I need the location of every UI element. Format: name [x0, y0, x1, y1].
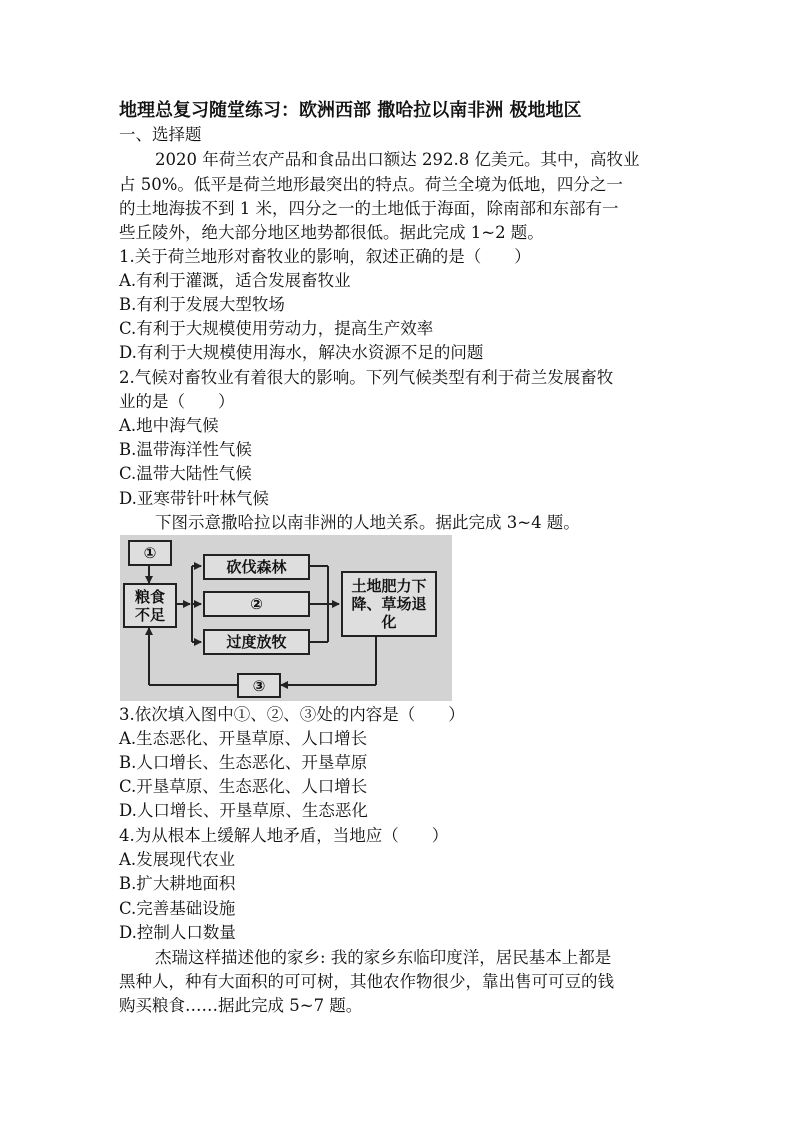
passage3-line: 杰瑞这样描述他的家乡: 我的家乡东临印度洋，居民基本上都是 [155, 948, 612, 967]
question-3-option: A.生态恶化、开垦草原、人口增长 [119, 729, 368, 748]
question-3-option: B.人口增长、生态恶化、开垦草原 [119, 753, 368, 772]
human-land-diagram [120, 535, 452, 701]
question-1-stem: 1.关于荷兰地形对畜牧业的影响，叙述正确的是（ ） [119, 247, 531, 266]
passage1-line: 2020 年荷兰农产品和食品出口额达 292.8 亿美元。其中，高牧业 [155, 150, 640, 169]
diagram-deforestation: 砍伐森林 [203, 554, 310, 580]
question-3-option: D.人口增长、开垦草原、生态恶化 [119, 801, 368, 820]
question-3-option: C.开垦草原、生态恶化、人口增长 [119, 777, 368, 796]
page-title: 地理总复习随堂练习：欧洲西部 撒哈拉以南非洲 极地地区 [119, 100, 582, 121]
diagram-food-shortage: 粮食不足 [123, 583, 177, 628]
passage1-line: 占 50%。低平是荷兰地形最突出的特点。荷兰全境为低地，四分之一 [119, 175, 623, 194]
question-1-option: B.有利于发展大型牧场 [119, 295, 285, 314]
diagram-box-3: ③ [237, 673, 281, 698]
question-4-option: B.扩大耕地面积 [119, 874, 236, 893]
diagram-box-2: ② [203, 591, 310, 617]
passage1-line: 些丘陵外，绝大部分地区地势都很低。据此完成 1~2 题。 [119, 223, 544, 242]
question-4-option: A.发展现代农业 [119, 850, 236, 869]
question-2-option: A.地中海气候 [119, 416, 219, 435]
diagram-overgrazing: 过度放牧 [203, 629, 310, 655]
passage3-line: 黑种人，种有大面积的可可树，其他农作物很少，靠出售可可豆的钱 [119, 972, 614, 991]
diagram-land-degradation: 土地肥力下降、草场退化 [341, 571, 437, 637]
question-4-option: D.控制人口数量 [119, 923, 236, 942]
question-2-stem: 2.气候对畜牧业有着很大的影响。下列气候类型有利于荷兰发展畜牧 [119, 368, 614, 387]
question-3-stem: 3.依次填入图中①、②、③处的内容是（ ） [119, 705, 465, 724]
passage1-line: 的土地海拔不到 1 米，四分之一的土地低于海面，除南部和东部有一 [119, 199, 619, 218]
question-4-option: C.完善基础设施 [119, 899, 236, 918]
diagram-box-1: ① [128, 540, 172, 566]
question-2-option: C.温带大陆性气候 [119, 464, 252, 483]
passage2: 下图示意撒哈拉以南非洲的人地关系。据此完成 3~4 题。 [155, 513, 580, 532]
question-1-option: D.有利于大规模使用海水，解决水资源不足的问题 [119, 343, 484, 362]
question-1-option: A.有利于灌溉，适合发展畜牧业 [119, 271, 351, 290]
question-2-option: B.温带海洋性气候 [119, 440, 252, 459]
question-2-stem: 业的是（ ） [119, 392, 235, 411]
question-1-option: C.有利于大规模使用劳动力，提高生产效率 [119, 319, 434, 338]
question-2-option: D.亚寒带针叶林气候 [119, 489, 269, 508]
section-heading: 一、选择题 [119, 125, 202, 144]
passage3-line: 购买粮食……据此完成 5~7 题。 [119, 996, 363, 1015]
question-4-stem: 4.为从根本上缓解人地矛盾，当地应（ ） [119, 826, 449, 845]
